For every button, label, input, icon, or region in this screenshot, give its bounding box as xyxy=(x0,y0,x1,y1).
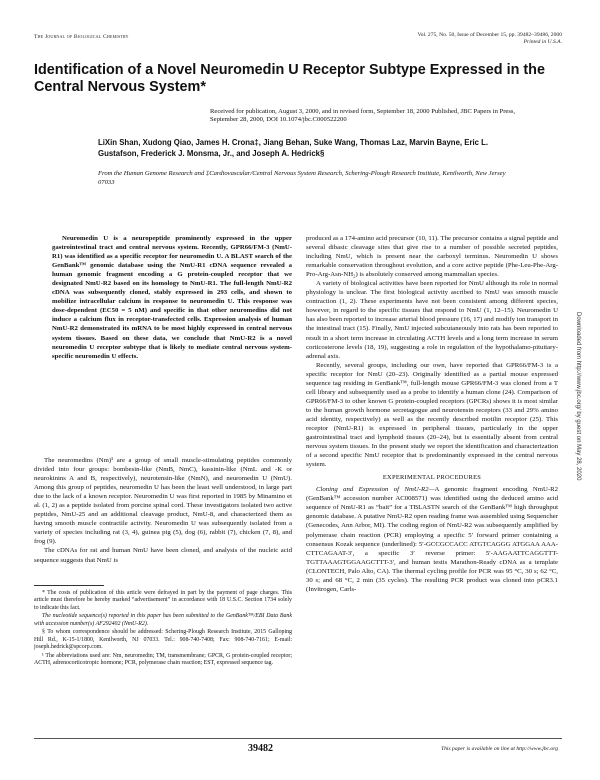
affiliation: From the Human Genome Research and ‡Cardiovascular/Central Nervous System Research, Schering-Plough Research Institute, Kenilworth, New Jersey 07033 xyxy=(98,170,506,186)
left-column-body xyxy=(34,456,292,565)
footnote-divider xyxy=(34,585,104,586)
footnote: The nucleotide sequence(s) reported in this paper has been submitted to the GenBank™/EBI Data Bank with accession number(s) AF292402 (NmU-R2). xyxy=(34,613,292,627)
abstract xyxy=(52,234,292,361)
methods-paragraph xyxy=(306,485,558,594)
methods-runin-heading: Cloning and Expression of NmU-R2— xyxy=(316,486,435,494)
body-paragraph: The cDNAs for rat and human NmU have been cloned, and analysis of the nucleic acid sequence suggests that NmU is xyxy=(34,547,292,564)
article-title: Identification of a Novel Neuromedin U Receptor Subtype Expressed in the Central Nervous System* xyxy=(34,62,545,95)
footnote: ¹ The abbreviations used are: Nm, neuromedin; TM, transmembrane; GPCR, G protein-coupled receptor; ACTH, adrenocorticotropic hormone; PCR, polymerase chain reaction; EST, expressed sequence tag. xyxy=(34,652,292,667)
right-column-body xyxy=(306,234,558,594)
author-list: LiXin Shan, Xudong Qiao, James H. Crona‡, Jiang Behan, Suke Wang, Thomas Laz, Marvin Bayne, Eric L. Gustafson, Frederick J. Monsma, Jr., and Joseph A. Hedrick§ xyxy=(98,138,489,158)
methods-text: A genomic fragment encoding NmU-R2 (GenBank™ accession number AC008571) was identified using the deduced amino acid sequence of NmU-R1 as “bait” for a TBLASTN search of the GenBank™ high throughput genomic database. A putative NmU-R2 open reading frame was assembled using Sequencher (Genecodes, Ann Arbor, MI). The coding region of NmU-R2 was subsequently amplified by polymerase chain reaction (PCR) employing a specific 5′ forward primer containing a consensus Kozak sequence (underlined): 5′-GCCGCCACC ATGTCAGGG ATGGAA AAA-CTTCAGAAT-3′, a specific 3′ reverse primer: 5′-AAGAATTCAGGTTT-TGTTAAAGTGGAAGCTTT-3′, and human testis Marathon-Ready cDNA as a template (CLONTECH, Palo Alto, CA). The thermal cycling profile for PCR was 95 °C, 30 s; 62 °C, 30 s; and 68 °C, 2 min (35 cycles). The resulting PCR product was cloned into pCR3.1 (Invitrogen, Carls- xyxy=(306,486,558,593)
body-paragraph: Recently, several groups, including our own, have reported that GPR66/FM-3 is a specific receptor for NmU (20–23). Originally identified as a partial mouse expressed sequence tag residing in GenBank™, full-length mouse GPR66/FM-3 was cloned from a T cell library and subsequently used as a probe to identify a human clone (24). Comparison of GPR66/FM-3 to other known G protein-coupled receptors (GPCRs) shows it is most similar to the human growth hormone secretagogue and neurotensin receptors (33 and 29% amino acid identity, respectively) as well as the recently described motilin receptor (25). This receptor (NmU-R1) is expressed in peripheral tissues, particularly in the upper gastrointestinal tract and lymphoid tissues (20–24), but is essentially absent from central nervous system tissues. In the present study we report the identification and characterization of a second specific NmU receptor that is predominantly expressed in the central nervous system. xyxy=(306,361,558,469)
download-note: Downloaded from http://www.jbc.org/ by guest on May 28, 2020 xyxy=(575,312,581,481)
body-paragraph: A variety of biological activities have been reported for NmU although its role in normal physiology is unclear. The first biological activity ascribed to NmU was smooth muscle contraction (1, 2). These experiments have not been consistent among different species, however, in regard to the specific tissues that respond to NmU (1, 12–15). Neuromedin U has also been reported to increase arterial blood pressure (16, 17) and modify ion transport in the intestinal tract (15). Finally, NmU injected subcutaneously into rats has been reported to result in a short term increase in circulating ACTH levels and a long term increase in serum corticosterone levels (18, 19), suggesting a role in regulation of the hypothalamo-pituitary-adrenal axis. xyxy=(306,280,558,360)
page-number: 39482 xyxy=(248,743,273,754)
volume-info xyxy=(417,32,562,46)
printed-line: Printed in U.S.A. xyxy=(523,39,562,45)
body-paragraph: produced as a 174-amino acid precursor (10, 11). The precursor contains a signal peptide and several dibasic cleavage sites that give rise to a number of possible secreted peptides, including NmU, which is present near the carboxyl terminus. Neuromedin U shows remarkable conservation throughout evolution, and a core active peptide (Phe-Leu-Phe-Arg-Pro-Arg-Asn-NH₂) is absolutely conserved among mammalian species. xyxy=(306,235,558,279)
footnotes xyxy=(34,590,292,669)
footnote: § To whom correspondence should be addressed: Schering-Plough Research Institute, 2015 Galloping Hill Rd., K-15-1/1800, Kenilworth, NJ 07033. Tel.: 908-740-7408; Fax: 908-740-7161; E-mail: joseph.hedrick@spcorp.com. xyxy=(34,629,292,651)
footnote: * The costs of publication of this article were defrayed in part by the payment of page charges. This article must therefore be hereby marked “advertisement” in accordance with 18 U.S.C. Section 1734 solely to indicate this fact. xyxy=(34,590,292,611)
abstract-text: Neuromedin U is a neuropeptide prominently expressed in the upper gastrointestinal tract and central nervous system. Recently, GPR66/FM-3 (NmU-R1) was identified as a specific receptor for neuromedin U. A BLAST search of the GenBank™ genomic database using the NmU-R1 cDNA sequence revealed a human genomic fragment encoding a G protein-coupled receptor that we designated NmU-R2 based on its homology to NmU-R1. The full-length NmU-R2 cDNA was subsequently cloned, stably expressed in 293 cells, and shown to mobilize intracellular calcium in response to neuromedin U. This response was dose-dependent (EC50 = 5 nM) and specific in that other neuromedins did not induce a calcium flux in receptor-transfected cells. Expression analysis of human NmU-R2 demonstrated its mRNA to be most highly expressed in central nervous system tissues. Based on these data, we conclude that NmU-R2 is a novel neuromedin U receptor subtype that is likely to mediate central nervous system-specific neuromedin U effects. xyxy=(52,235,292,360)
received-dates: Received for publication, August 3, 2000, and in revised form, September 18, 2000 Published, JBC Papers in Press, September 28, 2000, DOI 10.1074/jbc.C000522200 xyxy=(210,108,516,124)
online-availability-note: This paper is available on line at http://www.jbc.org xyxy=(440,746,558,752)
download-sidebar xyxy=(573,312,582,612)
section-heading: EXPERIMENTAL PROCEDURES xyxy=(382,474,482,482)
volume-line: Vol. 275, No. 50, Issue of December 15, pp. 39482–39486, 2000 xyxy=(417,32,562,38)
footer-divider xyxy=(34,738,562,739)
journal-name: The Journal of Biological Chemistry xyxy=(34,34,129,40)
body-paragraph: The neuromedins (Nm)¹ are a group of small muscle-stimulating peptides commonly divided into four groups: bombesin-like (NmB, NmC), kassinin-like (NmL and -K or neurokinins A and B, respectively), neurotensin-like (NmN), and neuromedin U (NmU). Among this group of peptides, neuromedin U has been the least well understood, in large part due to the lack of a known receptor. Neuromedin U was first reported in 1985 by Minamino et al. (1, 2) as a peptide isolated from porcine spinal cord. These investigators isolated two active peptides, NmU-25 and an additional cleavage product, NmU-8, and characterized them as having smooth muscle contractile activity. Neuromedin U was subsequently isolated from a variety of species including rat (3, 4), guinea pig (5), dog (6), rabbit (7), chicken (7, 8), and frog (9). xyxy=(34,457,292,546)
